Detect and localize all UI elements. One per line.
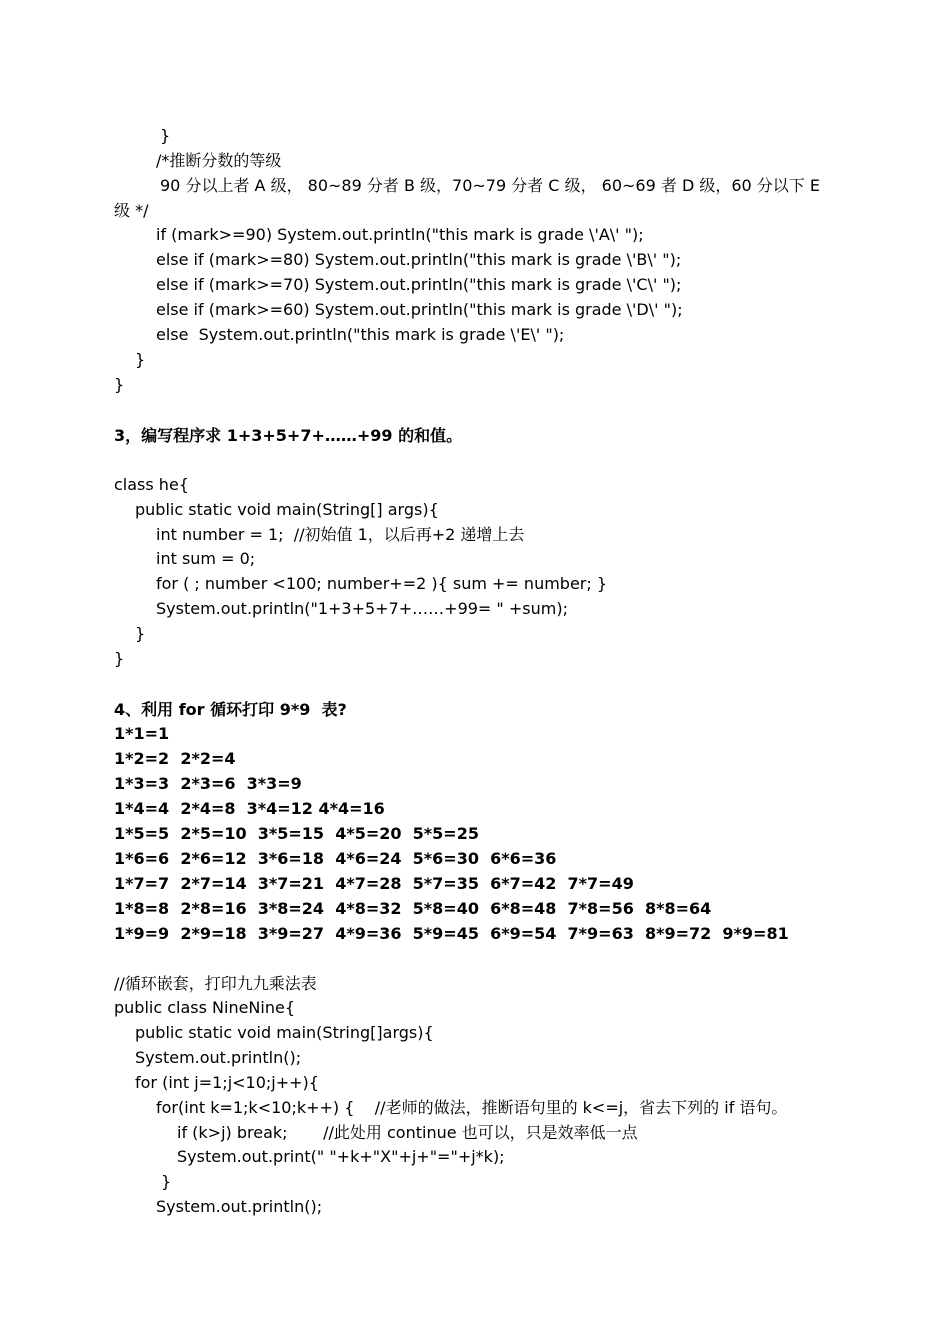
code-line: for (int j=1;j<10;j++){ bbox=[135, 1073, 319, 1092]
code-line: else System.out.println("this mark is grade \'E\' "); bbox=[156, 325, 565, 344]
code-line: System.out.println(); bbox=[156, 1197, 323, 1216]
table-row: 1*8=8 2*8=16 3*8=24 4*8=32 5*8=40 6*8=48 7*8=56 8*8=64 bbox=[114, 899, 712, 918]
code-brace: } bbox=[114, 649, 125, 668]
code-line: int number = 1; //初始值 1，以后再+2 递增上去 bbox=[156, 525, 525, 544]
code-line: else if (mark>=70) System.out.println("this mark is grade \'C\' "); bbox=[156, 275, 682, 294]
code-line: public class NineNine{ bbox=[114, 998, 296, 1017]
table-row: 1*9=9 2*9=18 3*9=27 4*9=36 5*9=45 6*9=54 7*9=63 8*9=72 9*9=81 bbox=[114, 924, 789, 943]
code-line: System.out.print(" "+k+"X"+j+"="+j*k); bbox=[177, 1147, 505, 1166]
code-line: for(int k=1;k<10;k++) { //老师的做法，推断语句里的 k<=j，省去下列的 if 语句。 bbox=[156, 1098, 788, 1117]
code-brace: } bbox=[135, 624, 146, 643]
code-brace: } bbox=[161, 1172, 172, 1191]
code-line: public static void main(String[] args){ bbox=[135, 500, 439, 519]
section-heading: 3，编写程序求 1+3+5+7+……+99 的和值。 bbox=[114, 426, 463, 445]
code-line: System.out.println("1+3+5+7+……+99= " +sum); bbox=[156, 599, 568, 618]
code-line: class he{ bbox=[114, 475, 189, 494]
code-comment: 90 分以上者 A 级， 80~89 分者 B 级，70~79 分者 C 级， 60~69 者 D 级，60 分以下 E bbox=[160, 176, 820, 195]
code-comment: 级 */ bbox=[114, 201, 149, 220]
code-line: else if (mark>=80) System.out.println("this mark is grade \'B\' "); bbox=[156, 250, 682, 269]
table-row: 1*6=6 2*6=12 3*6=18 4*6=24 5*6=30 6*6=36 bbox=[114, 849, 557, 868]
table-row: 1*1=1 bbox=[114, 724, 170, 743]
code-line: if (k>j) break; //此处用 continue 也可以，只是效率低一点 bbox=[177, 1123, 638, 1142]
table-row: 1*7=7 2*7=14 3*7=21 4*7=28 5*7=35 6*7=42 7*7=49 bbox=[114, 874, 634, 893]
code-line: if (mark>=90) System.out.println("this mark is grade \'A\' "); bbox=[156, 225, 644, 244]
code-line: System.out.println(); bbox=[135, 1048, 302, 1067]
code-line: else if (mark>=60) System.out.println("this mark is grade \'D\' "); bbox=[156, 300, 683, 319]
code-brace: } bbox=[135, 350, 146, 369]
table-row: 1*3=3 2*3=6 3*3=9 bbox=[114, 774, 302, 793]
table-row: 1*4=4 2*4=8 3*4=12 4*4=16 bbox=[114, 799, 385, 818]
code-brace: } bbox=[114, 375, 125, 394]
code-line: public static void main(String[]args){ bbox=[135, 1023, 434, 1042]
code-line: int sum = 0; bbox=[156, 549, 256, 568]
table-row: 1*5=5 2*5=10 3*5=15 4*5=20 5*5=25 bbox=[114, 824, 479, 843]
code-comment: /*推断分数的等级 bbox=[156, 151, 282, 170]
code-comment: //循环嵌套，打印九九乘法表 bbox=[114, 974, 317, 993]
code-line: for ( ; number <100; number+=2 ){ sum += number; } bbox=[156, 574, 608, 593]
code-brace: } bbox=[160, 126, 171, 145]
section-heading: 4、利用 for 循环打印 9*9 表? bbox=[114, 700, 347, 719]
table-row: 1*2=2 2*2=4 bbox=[114, 749, 236, 768]
